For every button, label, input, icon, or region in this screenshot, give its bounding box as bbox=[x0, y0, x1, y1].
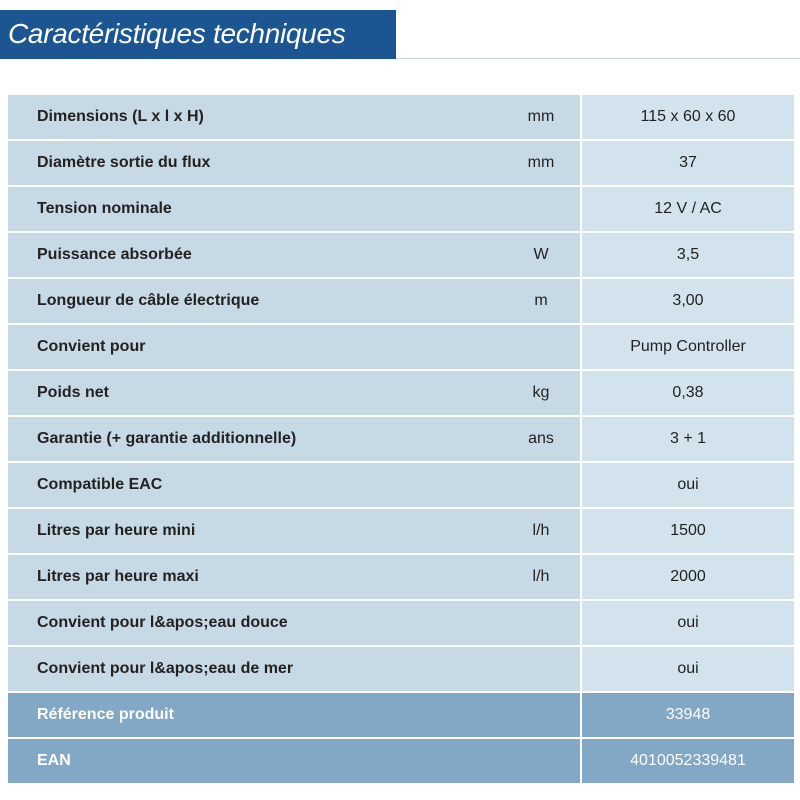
table-row bbox=[8, 601, 794, 645]
table-row bbox=[8, 187, 794, 231]
row-value: 3,5 bbox=[582, 233, 794, 277]
row-label-cell bbox=[8, 601, 580, 645]
row-label: Longueur de câble électrique bbox=[37, 292, 260, 309]
row-label-cell bbox=[8, 371, 580, 415]
row-value: 3,00 bbox=[582, 279, 794, 323]
table-row bbox=[8, 279, 794, 323]
row-label: Litres par heure mini bbox=[37, 522, 196, 539]
table-row bbox=[8, 325, 794, 369]
row-label: Poids net bbox=[37, 384, 110, 401]
row-value: oui bbox=[582, 601, 794, 645]
section-header bbox=[0, 10, 396, 59]
row-unit bbox=[506, 325, 576, 369]
row-unit bbox=[506, 463, 576, 507]
row-unit: kg bbox=[532, 384, 550, 401]
row-unit: l/h bbox=[532, 568, 550, 585]
table-row bbox=[8, 463, 794, 507]
row-unit: ans bbox=[528, 430, 554, 447]
row-label-cell bbox=[8, 739, 580, 783]
row-label: Compatible EAC bbox=[37, 476, 163, 493]
row-unit: W bbox=[533, 246, 549, 263]
row-label-cell bbox=[8, 141, 580, 185]
row-value: Pump Controller bbox=[582, 325, 794, 369]
row-unit bbox=[506, 187, 576, 231]
table-row bbox=[8, 371, 794, 415]
row-value: 2000 bbox=[582, 555, 794, 599]
row-unit: m bbox=[534, 292, 548, 309]
row-label-cell bbox=[8, 187, 580, 231]
row-label-cell bbox=[8, 647, 580, 691]
row-unit bbox=[506, 647, 576, 691]
row-label: Garantie (+ garantie additionnelle) bbox=[37, 430, 297, 447]
row-value: oui bbox=[582, 463, 794, 507]
row-label-cell bbox=[8, 417, 580, 461]
row-label: Convient pour l&apos;eau douce bbox=[37, 614, 288, 631]
row-label-cell bbox=[8, 509, 580, 553]
row-value: 3 + 1 bbox=[582, 417, 794, 461]
row-label-cell bbox=[8, 95, 580, 139]
row-value: 12 V / AC bbox=[582, 187, 794, 231]
row-value: 115 x 60 x 60 bbox=[582, 95, 794, 139]
row-unit: mm bbox=[527, 108, 555, 125]
row-label: EAN bbox=[37, 752, 71, 769]
row-label-cell bbox=[8, 279, 580, 323]
row-label: Convient pour bbox=[37, 338, 146, 355]
row-label: Référence produit bbox=[37, 706, 174, 723]
row-label: Convient pour l&apos;eau de mer bbox=[37, 660, 294, 677]
section-title: Caractéristiques techniques bbox=[8, 18, 346, 49]
row-label: Tension nominale bbox=[37, 200, 172, 217]
row-unit bbox=[506, 693, 576, 737]
row-label-cell bbox=[8, 463, 580, 507]
row-label-cell bbox=[8, 555, 580, 599]
row-value: 1500 bbox=[582, 509, 794, 553]
row-unit: mm bbox=[527, 154, 555, 171]
row-unit bbox=[506, 739, 576, 783]
table-row-product-reference bbox=[8, 693, 794, 737]
table-row-ean bbox=[8, 739, 794, 783]
row-value: 37 bbox=[582, 141, 794, 185]
table-row bbox=[8, 417, 794, 461]
row-value: 33948 bbox=[582, 693, 794, 737]
table-row bbox=[8, 95, 794, 139]
table-row bbox=[8, 509, 794, 553]
table-row bbox=[8, 555, 794, 599]
row-label: Dimensions (L x l x H) bbox=[37, 108, 204, 125]
specs-table bbox=[8, 95, 794, 783]
row-value: oui bbox=[582, 647, 794, 691]
row-label-cell bbox=[8, 325, 580, 369]
row-value: 4010052339481 bbox=[582, 739, 794, 783]
table-row bbox=[8, 233, 794, 277]
row-label: Diamètre sortie du flux bbox=[37, 154, 211, 171]
row-value: 0,38 bbox=[582, 371, 794, 415]
row-label-cell bbox=[8, 233, 580, 277]
row-unit: l/h bbox=[532, 522, 550, 539]
row-label: Litres par heure maxi bbox=[37, 568, 199, 585]
row-label-cell bbox=[8, 693, 580, 737]
row-unit bbox=[506, 601, 576, 645]
row-label: Puissance absorbée bbox=[37, 246, 192, 263]
table-row bbox=[8, 141, 794, 185]
table-row bbox=[8, 647, 794, 691]
